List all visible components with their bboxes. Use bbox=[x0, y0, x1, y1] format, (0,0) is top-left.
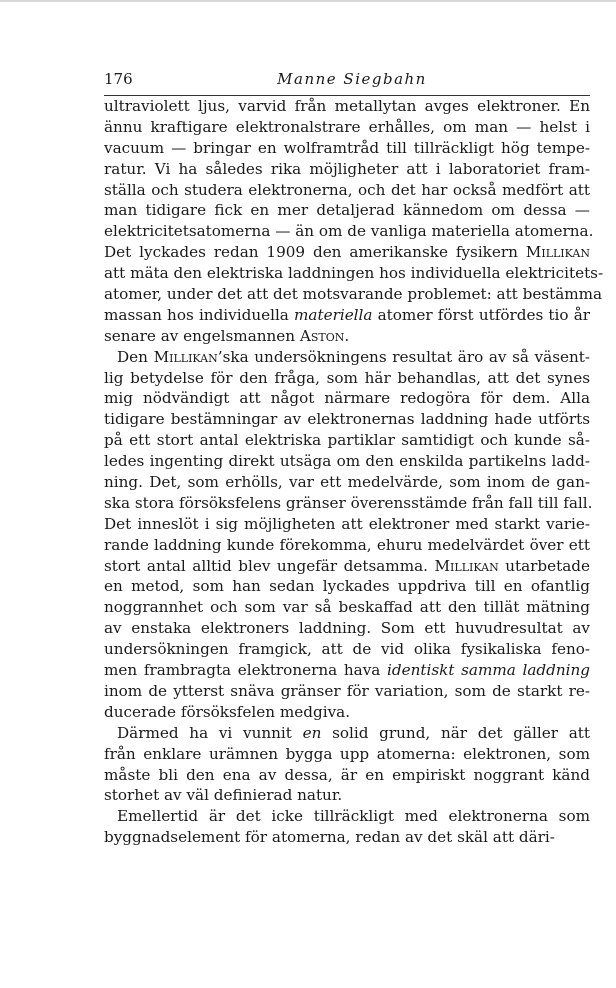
text-line bbox=[104, 806, 590, 827]
line-text: ledes ingenting direkt utsäga om den enskilda partikelns ladd- bbox=[104, 452, 590, 471]
line-text: stort antal alltid blev ungefär detsamma. bbox=[104, 556, 435, 575]
line-text: utarbetade bbox=[498, 556, 590, 575]
text-line bbox=[104, 368, 590, 389]
text-line bbox=[104, 263, 604, 284]
text-line bbox=[104, 430, 590, 451]
line-text: ning. Det, som erhölls, var ett medelvärde, som inom de gan- bbox=[104, 473, 590, 492]
text-line bbox=[104, 723, 590, 744]
text-line bbox=[104, 514, 590, 535]
small-caps-name: Millikan bbox=[153, 347, 218, 366]
text-line bbox=[104, 639, 590, 660]
text-line bbox=[104, 347, 590, 368]
text-line bbox=[104, 702, 590, 723]
line-text: atomer, under det att det motsvarande problemet: att bestämma bbox=[104, 285, 603, 304]
line-text: elektricitetsatomerna — än om de vanliga materiella atomerna. bbox=[104, 222, 594, 241]
line-text: på ett stort antal elektriska partiklar samtidigt och kunde så- bbox=[104, 431, 590, 450]
line-text: solid grund, när det gäller att bbox=[321, 723, 590, 742]
text-line bbox=[104, 493, 593, 514]
text-line bbox=[104, 472, 590, 493]
text-line bbox=[104, 556, 590, 577]
italic-emphasis: identiskt samma laddning bbox=[387, 661, 590, 680]
text-line bbox=[104, 576, 590, 597]
text-line bbox=[104, 785, 590, 806]
text-line bbox=[104, 744, 590, 765]
line-text: ratur. Vi ha således rika möjligheter att i laboratoriet fram- bbox=[104, 159, 590, 178]
line-text: att mäta den elektriska laddningen hos individuella elektricitets- bbox=[104, 264, 604, 283]
italic-emphasis: en bbox=[302, 723, 322, 742]
text-line bbox=[104, 597, 590, 618]
text-line bbox=[104, 138, 590, 159]
text-line bbox=[104, 535, 590, 556]
small-caps-name: Aston bbox=[299, 326, 345, 345]
line-text: ännu kraftigare elektronalstrare erhålles, om man — helst i bbox=[104, 117, 590, 136]
text-line bbox=[104, 409, 590, 430]
text-line bbox=[104, 96, 590, 117]
text-line bbox=[104, 326, 590, 347]
line-text: massan hos individuella bbox=[104, 305, 295, 324]
line-text: storhet av väl definierad natur. bbox=[104, 786, 343, 805]
line-text: Det inneslöt i sig möjligheten att elektroner med starkt varie- bbox=[104, 514, 590, 533]
body-text bbox=[104, 96, 604, 848]
line-text: Därmed ha vi vunnit bbox=[117, 723, 303, 742]
line-text: byggnadselement för atomerna, redan av det skäl att däri- bbox=[104, 828, 555, 847]
line-text: inom de ytterst snäva gränser för variation, som de starkt re- bbox=[104, 681, 590, 700]
line-text: ’ska undersökningens resultat äro av så väsent- bbox=[217, 347, 590, 366]
running-title: Manne Siegbahn bbox=[277, 70, 427, 88]
line-text: ska stora försöksfelens gränser överensstämde från fall till fall. bbox=[104, 493, 593, 512]
line-text: . bbox=[344, 326, 350, 345]
text-line bbox=[104, 180, 590, 201]
line-text: lig betydelse för den fråga, som här behandlas, att det synes bbox=[104, 368, 590, 387]
line-text: mig nödvändigt att något närmare redogöra för dem. Alla bbox=[104, 389, 590, 408]
italic-emphasis: materiella bbox=[294, 305, 373, 324]
text-line bbox=[104, 765, 590, 786]
line-text: Emellertid är det icke tillräckligt med elektronerna som bbox=[117, 807, 590, 826]
text-line bbox=[104, 284, 603, 305]
text-line bbox=[104, 618, 590, 639]
line-text: undersökningen framgick, att de vid olika fysikaliska feno- bbox=[104, 640, 590, 659]
line-text: Det lyckades redan 1909 den amerikanske fysikern bbox=[104, 243, 526, 262]
text-line bbox=[104, 451, 590, 472]
line-text: Den bbox=[117, 347, 154, 366]
text-line bbox=[104, 827, 590, 848]
text-line bbox=[104, 200, 590, 221]
text-line bbox=[104, 305, 590, 326]
line-text: ultraviolett ljus, varvid från metallytan avges elektroner. En bbox=[104, 97, 590, 115]
line-text: en metod, som han sedan lyckades uppdriva till en ofantlig bbox=[104, 577, 590, 596]
line-text: noggrannhet och som var så beskaffad att den tillät mätning bbox=[104, 598, 590, 617]
text-line bbox=[104, 388, 590, 409]
scan-top-edge bbox=[0, 0, 616, 2]
text-line bbox=[104, 660, 590, 681]
line-text: men frambragta elektronerna hava bbox=[104, 661, 388, 680]
text-line bbox=[104, 242, 590, 263]
page-number: 176 bbox=[104, 70, 133, 88]
small-caps-name: Millikan bbox=[434, 556, 499, 575]
line-text: senare av engelsmannen bbox=[104, 326, 300, 345]
line-text: rande laddning kunde förekomma, ehuru medelvärdet över ett bbox=[104, 535, 590, 554]
line-text: atomer först utfördes tio år bbox=[372, 305, 591, 324]
line-text: från enklare urämnen bygga upp atomerna: elektronen, som bbox=[104, 744, 590, 763]
line-text: ducerade försöksfelen medgiva. bbox=[104, 702, 351, 721]
small-caps-name: Millikan bbox=[525, 243, 590, 262]
text-line bbox=[104, 681, 590, 702]
line-text: man tidigare fick en mer detaljerad kännedom om dessa — bbox=[104, 201, 590, 220]
line-text: måste bli den ena av dessa, är en empiriskt noggrant känd bbox=[104, 765, 590, 784]
text-line bbox=[104, 117, 590, 138]
running-head bbox=[104, 70, 590, 90]
text-line bbox=[104, 221, 594, 242]
line-text: av enstaka elektroners laddning. Som ett huvudresultat av bbox=[104, 619, 590, 638]
text-line bbox=[104, 159, 590, 180]
line-text: ställa och studera elektronerna, och det har också medfört att bbox=[104, 180, 590, 199]
line-text: tidigare bestämningar av elektronernas laddning hade utförts bbox=[104, 410, 590, 429]
line-text: vacuum — bringar en wolframtråd till tillräckligt hög tempe- bbox=[104, 138, 590, 157]
